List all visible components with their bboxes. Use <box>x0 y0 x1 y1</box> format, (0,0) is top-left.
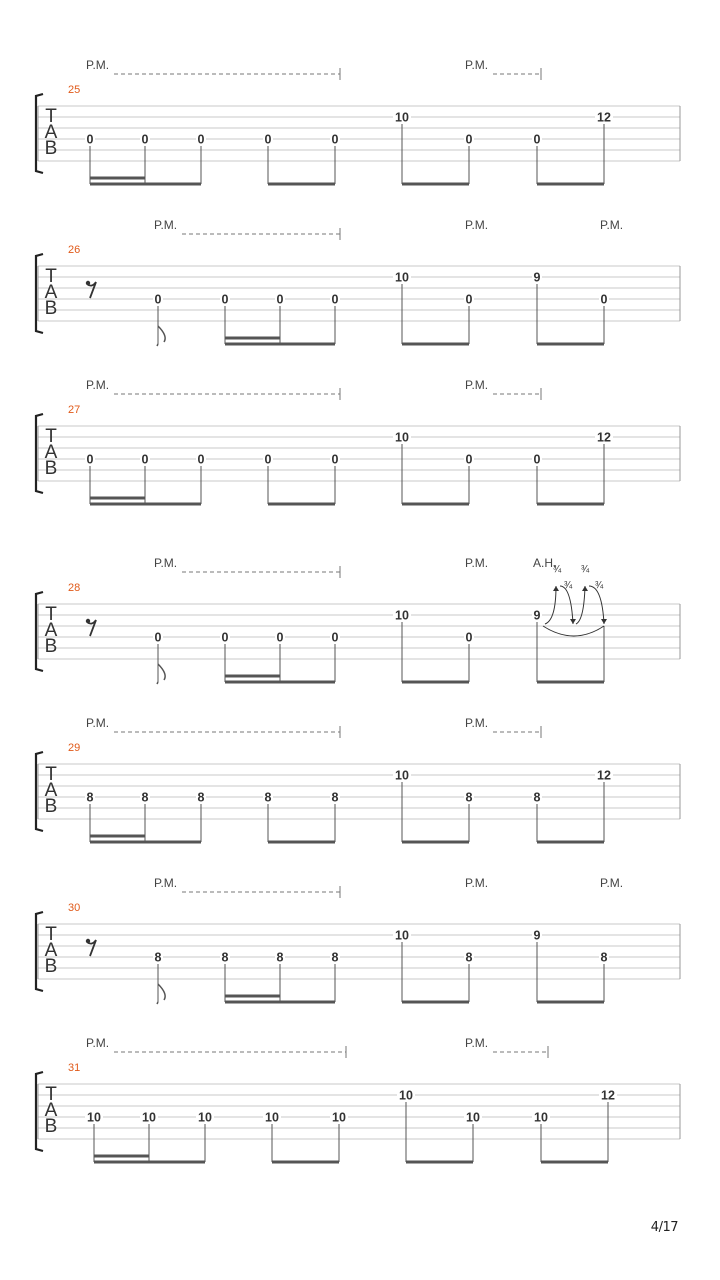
release-arrow <box>570 619 576 624</box>
tab-clef-letter: B <box>44 956 58 977</box>
fret-number: 10 <box>534 1110 548 1125</box>
tab-clef-letter: T <box>45 1084 57 1105</box>
fret-number: 8 <box>154 950 162 965</box>
eighth-rest-dot <box>86 281 90 285</box>
release-curve <box>589 586 604 624</box>
measure-number: 28 <box>68 582 81 594</box>
fret-number: 8 <box>276 950 284 965</box>
palm-mute-label: P.M. <box>86 1036 110 1050</box>
tab-clef-letter: A <box>44 442 58 463</box>
fret-number: 0 <box>86 452 94 467</box>
fret-number: 12 <box>601 1088 615 1103</box>
fret-number: 8 <box>264 790 272 805</box>
fret-number: 10 <box>332 1110 346 1125</box>
tab-clef-letter: T <box>45 106 57 127</box>
palm-mute-label: P.M. <box>465 716 489 730</box>
fret-number: 10 <box>466 1110 480 1125</box>
fret-number: 0 <box>331 452 339 467</box>
palm-mute-label: P.M. <box>465 58 489 72</box>
measure-number: 26 <box>68 244 81 256</box>
tab-clef-letter: A <box>44 122 58 143</box>
tab-clef-letter: T <box>45 426 57 447</box>
fret-number: 0 <box>154 292 162 307</box>
eighth-rest-dot <box>86 619 90 623</box>
fret-number: 10 <box>399 1088 413 1103</box>
fret-number: 8 <box>141 790 149 805</box>
bend-arrow <box>553 586 559 591</box>
fret-number: 9 <box>533 270 541 285</box>
fret-number: 8 <box>331 950 339 965</box>
fret-number: 10 <box>265 1110 279 1125</box>
palm-mute-label: P.M. <box>465 378 489 392</box>
tab-clef-letter: B <box>44 1116 58 1137</box>
fret-number: 9 <box>533 928 541 943</box>
bend-curve <box>576 586 585 624</box>
tab-clef-letter: B <box>44 298 58 319</box>
artificial-harmonic-label: A.H. <box>533 556 557 570</box>
fret-number: 10 <box>395 608 409 623</box>
measure-number: 27 <box>68 404 81 416</box>
tab-clef-letter: B <box>44 138 58 159</box>
palm-mute-label: P.M. <box>465 876 489 890</box>
tab-clef-letter: B <box>44 796 58 817</box>
fret-number: 0 <box>264 452 272 467</box>
tab-clef-letter: A <box>44 1100 58 1121</box>
fret-number: 8 <box>533 790 541 805</box>
eighth-rest-dot <box>86 939 90 943</box>
fret-number: 12 <box>597 768 611 783</box>
fret-number: 10 <box>395 110 409 125</box>
palm-mute-label: P.M. <box>86 58 110 72</box>
tab-clef-letter: T <box>45 604 57 625</box>
palm-mute-label: P.M. <box>86 716 110 730</box>
palm-mute-label: P.M. <box>86 378 110 392</box>
palm-mute-label: P.M. <box>600 876 624 890</box>
release-curve <box>560 586 573 624</box>
fret-number: 0 <box>533 132 541 147</box>
tab-clef-letter: T <box>45 924 57 945</box>
fret-number: 8 <box>331 790 339 805</box>
fret-number: 0 <box>533 452 541 467</box>
bend-amount: ¾ <box>552 564 562 575</box>
tab-clef-letter: A <box>44 780 58 801</box>
fret-number: 10 <box>395 270 409 285</box>
fret-number: 10 <box>198 1110 212 1125</box>
fret-number: 0 <box>276 630 284 645</box>
fret-number: 0 <box>465 630 473 645</box>
fret-number: 8 <box>600 950 608 965</box>
fret-number: 0 <box>465 292 473 307</box>
tie-arc <box>543 626 604 636</box>
fret-number: 0 <box>86 132 94 147</box>
fret-number: 8 <box>465 790 473 805</box>
fret-number: 0 <box>600 292 608 307</box>
tab-clef-letter: A <box>44 940 58 961</box>
fret-number: 8 <box>86 790 94 805</box>
palm-mute-label: P.M. <box>154 876 178 890</box>
fret-number: 0 <box>221 292 229 307</box>
fret-number: 10 <box>142 1110 156 1125</box>
page-number: 4/17 <box>650 1220 678 1235</box>
fret-number: 0 <box>197 132 205 147</box>
fret-number: 10 <box>87 1110 101 1125</box>
palm-mute-label: P.M. <box>600 218 624 232</box>
tab-clef-letter: B <box>44 636 58 657</box>
release-arrow <box>601 619 607 624</box>
measure-number: 25 <box>68 84 81 96</box>
fret-number: 8 <box>465 950 473 965</box>
fret-number: 12 <box>597 430 611 445</box>
fret-number: 0 <box>276 292 284 307</box>
fret-number: 8 <box>197 790 205 805</box>
fret-number: 0 <box>221 630 229 645</box>
palm-mute-label: P.M. <box>465 556 489 570</box>
tab-clef-letter: A <box>44 282 58 303</box>
tab-clef-letter: T <box>45 266 57 287</box>
measure-number: 29 <box>68 742 81 754</box>
palm-mute-label: P.M. <box>154 556 178 570</box>
fret-number: 0 <box>465 452 473 467</box>
fret-number: 0 <box>331 292 339 307</box>
fret-number: 0 <box>154 630 162 645</box>
fret-number: 0 <box>331 630 339 645</box>
fret-number: 9 <box>533 608 541 623</box>
measure-number: 30 <box>68 902 81 914</box>
release-amount: ¾ <box>594 580 604 591</box>
fret-number: 10 <box>395 928 409 943</box>
fret-number: 10 <box>395 768 409 783</box>
bend-arrow <box>582 586 588 591</box>
tab-clef-letter: T <box>45 764 57 785</box>
tab-clef-letter: B <box>44 458 58 479</box>
fret-number: 0 <box>141 132 149 147</box>
bend-amount: ¾ <box>580 564 590 575</box>
fret-number: 12 <box>597 110 611 125</box>
measure-number: 31 <box>68 1062 81 1074</box>
palm-mute-label: P.M. <box>154 218 178 232</box>
fret-number: 0 <box>465 132 473 147</box>
fret-number: 0 <box>331 132 339 147</box>
fret-number: 10 <box>395 430 409 445</box>
fret-number: 0 <box>197 452 205 467</box>
fret-number: 8 <box>221 950 229 965</box>
release-amount: ¾ <box>563 580 573 591</box>
palm-mute-label: P.M. <box>465 1036 489 1050</box>
fret-number: 0 <box>141 452 149 467</box>
tab-clef-letter: A <box>44 620 58 641</box>
bend-curve <box>545 586 556 624</box>
palm-mute-label: P.M. <box>465 218 489 232</box>
fret-number: 0 <box>264 132 272 147</box>
